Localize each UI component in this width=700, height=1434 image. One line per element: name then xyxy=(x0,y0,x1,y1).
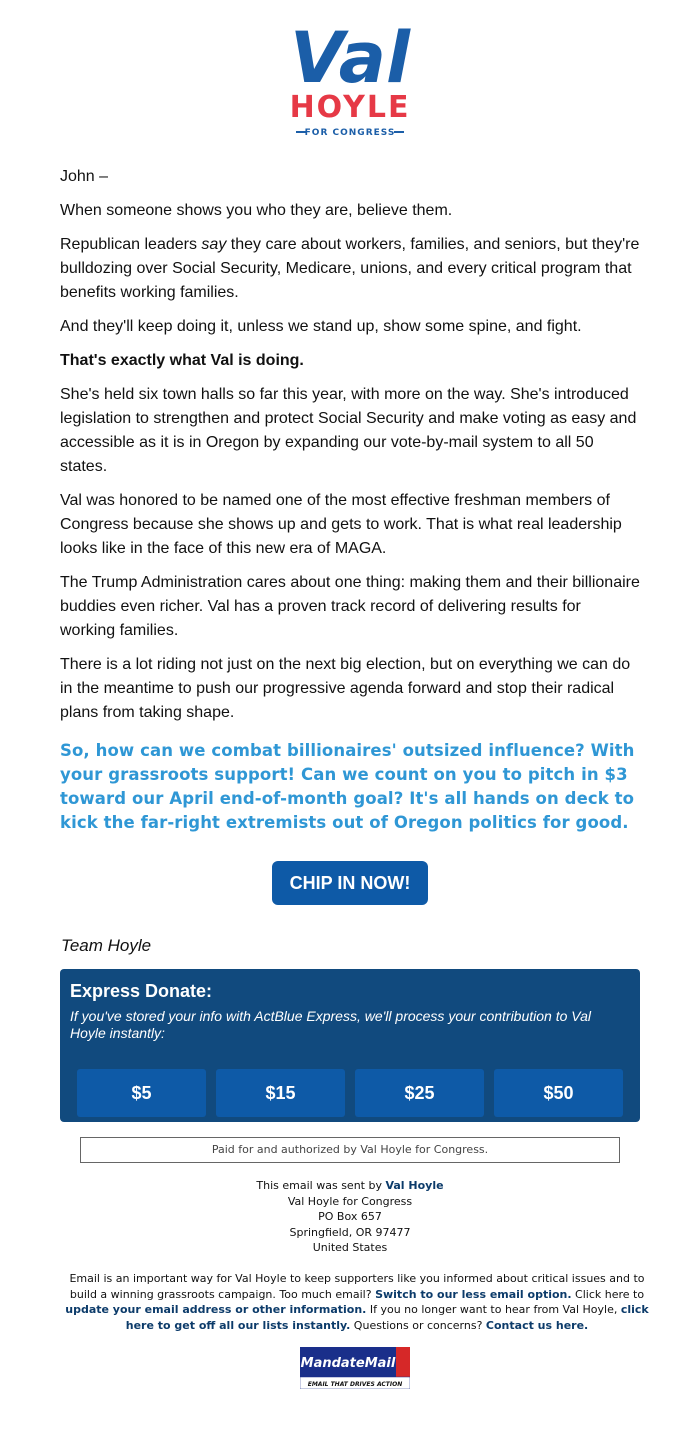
express-donate-panel xyxy=(60,969,640,1122)
cta-paragraph-link[interactable]: So, how can we combat billionaires' outsized influence? With your grassroots support! Can we count on you to pitch in $3 toward our April end-of-month goal? It's all hands on deck to kick the far-right extremists out of Oregon politics for good. xyxy=(60,741,635,832)
donate-5-button[interactable]: $5 xyxy=(77,1069,206,1117)
mandatemail-logo[interactable] xyxy=(300,1347,410,1389)
express-donate-subtitle: If you've stored your info with ActBlue Express, we'll process your contribution to Val Hoyle instantly: xyxy=(70,1008,591,1041)
po-box: PO Box 657 xyxy=(318,1210,382,1223)
express-donate-title: Express Donate: xyxy=(70,981,213,1001)
legal-text: Email is an important way for Val Hoyle to keep supporters like you informed about critical issues and to build a winning grassroots campaign. Too much email? Switch to our less email option. Click here to update your email address or other information. If you no longer want to hear from Val Hoyle, click here to get off all our lists instantly. Questions or concerns? Contact us here. xyxy=(65,1272,649,1332)
city-state-zip: Springfield, OR 97477 xyxy=(289,1225,411,1239)
emphasis-say: say xyxy=(201,236,227,253)
chip-in-now-button[interactable]: CHIP IN NOW! xyxy=(272,861,428,905)
country: United States xyxy=(312,1241,388,1254)
paid-for-disclaimer: Paid for and authorized by Val Hoyle for Congress. xyxy=(80,1137,620,1163)
chip-in-container xyxy=(0,861,700,905)
sent-by-line: This email was sent by Val Hoyle xyxy=(256,1179,444,1192)
contact-us-link[interactable]: Contact us here. xyxy=(485,1318,589,1332)
paragraph-6: Val was honored to be named one of the most effective freshman members of Congress because she shows up and gets to work. That is what real leadership looks like in the face of this new era of MAGA. xyxy=(60,492,622,557)
paragraph-2: Republican leaders say they care about workers, families, and seniors, but they're bulldozing over Social Security, Medicare, unions, and every critical program that benefits working families. xyxy=(60,236,640,301)
footer-address xyxy=(0,1178,700,1256)
logo-val-text: Val xyxy=(290,17,410,99)
paragraph-1: When someone shows you who they are, believe them. xyxy=(60,202,453,219)
less-email-link[interactable]: Switch to our less email option. xyxy=(375,1287,572,1301)
donate-25-button[interactable]: $25 xyxy=(355,1069,484,1117)
paragraph-4-bold: That's exactly what Val is doing. xyxy=(60,352,304,369)
mandatemail-tagline: EMAIL THAT DRIVES ACTION xyxy=(307,1381,403,1388)
donate-15-button[interactable]: $15 xyxy=(216,1069,345,1117)
unsubscribe-link[interactable]: click here to get off all our lists instantly. xyxy=(125,1303,649,1332)
email-body xyxy=(60,165,640,845)
signoff: Team Hoyle xyxy=(61,936,152,955)
sent-by-link[interactable]: Val Hoyle xyxy=(385,1179,444,1192)
val-hoyle-logo xyxy=(262,8,438,142)
update-info-link[interactable]: update your email address or other information. xyxy=(65,1303,367,1316)
logo-hoyle-text: HOYLE xyxy=(289,90,411,125)
donate-50-button[interactable]: $50 xyxy=(494,1069,623,1117)
paragraph-3: And they'll keep doing it, unless we stand up, show some spine, and fight. xyxy=(60,318,582,335)
org-name: Val Hoyle for Congress xyxy=(287,1194,413,1208)
paragraph-8: There is a lot riding not just on the next big election, but on everything we can do in the meantime to push our progressive agenda forward and stop their radical plans from taking shape. xyxy=(60,656,631,721)
paragraph-5: She's held six town halls so far this year, with more on the way. She's introduced legislation to strengthen and protect Social Security and make voting as easy and accessible as it is in Oregon by expanding our vote-by-mail system to all 50 states. xyxy=(60,386,637,475)
greeting: John – xyxy=(60,168,109,185)
donate-amounts xyxy=(77,1069,623,1117)
paragraph-7: The Trump Administration cares about one thing: making them and their billionaire buddies even richer. Val has a proven track record of delivering results for working families. xyxy=(60,574,640,639)
logo-for-congress-text: FOR CONGRESS xyxy=(304,128,396,138)
mandatemail-name: MandateMail xyxy=(300,1356,396,1371)
